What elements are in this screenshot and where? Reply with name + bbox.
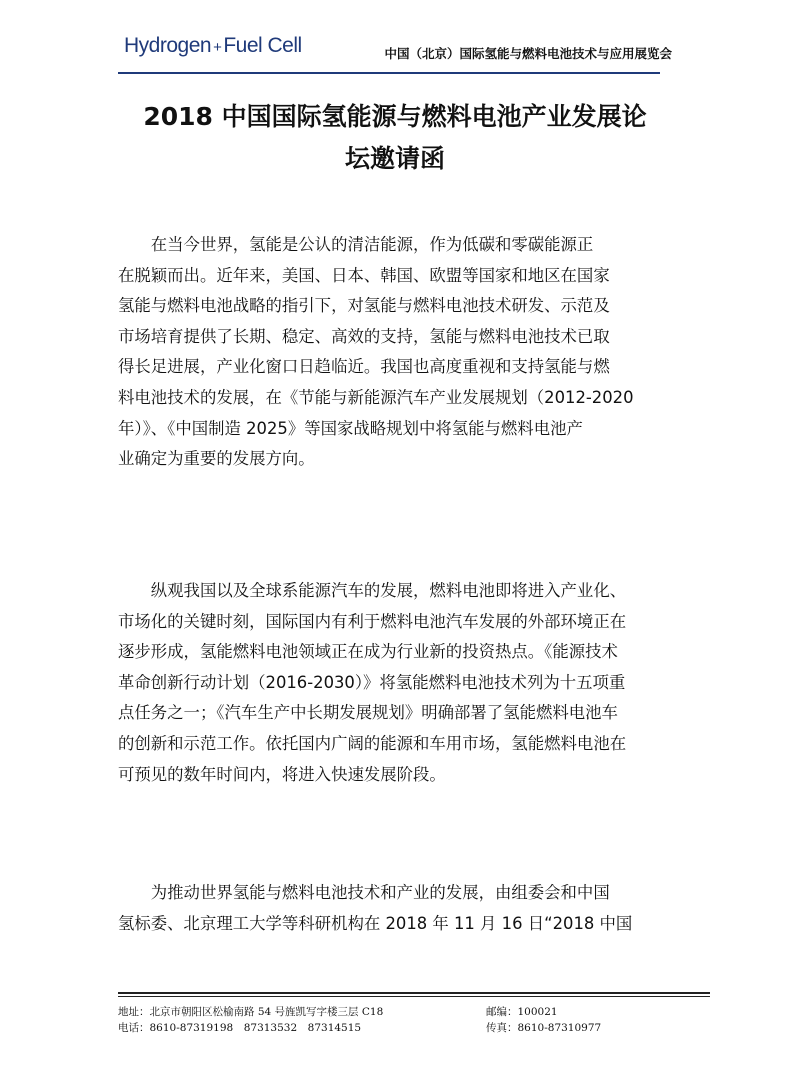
title-line-2: 坛邀请函 (344, 144, 445, 173)
footer-fax: 传真：8610-87310977 (486, 1022, 602, 1034)
header-divider (118, 72, 660, 74)
page-header (118, 30, 674, 78)
footer-phone: 电话：8610-87319198 87313532 87314515 (118, 1022, 362, 1034)
footer-row (118, 1020, 678, 1036)
paragraph-line: 年）》、《中国制造 2025》等国家战略规划中将氢能与燃料电池产 (118, 418, 583, 438)
paragraph-line: 的创新和示范工作。依托国内广阔的能源和车用市场，氢能燃料电池在 (118, 733, 627, 753)
footer-divider-thick (118, 992, 710, 994)
paragraph-line: 料电池技术的发展，在《节能与新能源汽车产业发展规划（2012-2020 (118, 387, 634, 407)
paragraph-line: 市场培育提供了长期、稳定、高效的支持，氢能与燃料电池技术已取 (118, 326, 610, 346)
hydrogen-fuel-cell-logo (124, 34, 302, 58)
logo-word-fuel-cell: Fuel Cell (223, 34, 302, 57)
title-line-1: 2018 中国国际氢能源与燃料电池产业发展论 (143, 102, 647, 131)
paragraph-line: 逐步形成，氢能燃料电池领域正在成为行业新的投资热点。《能源技术 (118, 642, 618, 662)
paragraph-line: 氢标委、北京理工大学等科研机构在 2018 年 11 月 16 日“2018 中国 (118, 913, 633, 933)
footer-address: 地址：北京市朝阳区松榆南路 54 号旌凯写字楼三层 C18 (118, 1006, 384, 1018)
paragraph-line: 革命创新行动计划（2016-2030）》将氢能燃料电池技术列为十五项重 (118, 672, 626, 692)
paragraph-line: 可预见的数年时间内，将进入快速发展阶段。 (118, 764, 446, 784)
footer-row (118, 1004, 678, 1020)
paragraph-line: 点任务之一；《汽车生产中长期发展规划》明确部署了氢能燃料电池车 (118, 703, 618, 723)
paragraph-line: 业确定为重要的发展方向。 (118, 449, 315, 469)
footer-divider-thin (118, 996, 710, 997)
paragraph-line: 在脱颖而出。近年来，美国、日本、韩国、欧盟等国家和地区在国家 (118, 265, 610, 285)
paragraph-line: 纵观我国以及全球系能源汽车的发展，燃料电池即将进入产业化、 (118, 581, 627, 600)
document-title (100, 96, 690, 180)
organizer-name: 中国（北京）国际氢能与燃料电池技术与应用展览会 (384, 46, 672, 61)
page-footer (118, 1004, 678, 1036)
paragraph-line: 在当今世界，氢能是公认的清洁能源，作为低碳和零碳能源正 (118, 235, 594, 254)
paragraph-line: 得长足进展，产业化窗口日趋临近。我国也高度重视和支持氢能与燃 (118, 357, 610, 377)
paragraph-line: 市场化的关键时刻，国际国内有利于燃料电池汽车发展的外部环境正在 (118, 611, 627, 631)
logo-plus: + (213, 39, 222, 56)
footer-postcode: 邮编：100021 (486, 1006, 558, 1018)
paragraph-2 (118, 576, 673, 790)
paragraph-1 (118, 230, 673, 475)
paragraph-line: 为推动世界氢能与燃料电池技术和产业的发展，由组委会和中国 (118, 883, 610, 902)
logo-word-hydrogen: Hydrogen (124, 34, 212, 57)
paragraph-3 (118, 878, 673, 939)
paragraph-line: 氢能与燃料电池战略的指引下，对氢能与燃料电池技术研发、示范及 (118, 296, 610, 316)
